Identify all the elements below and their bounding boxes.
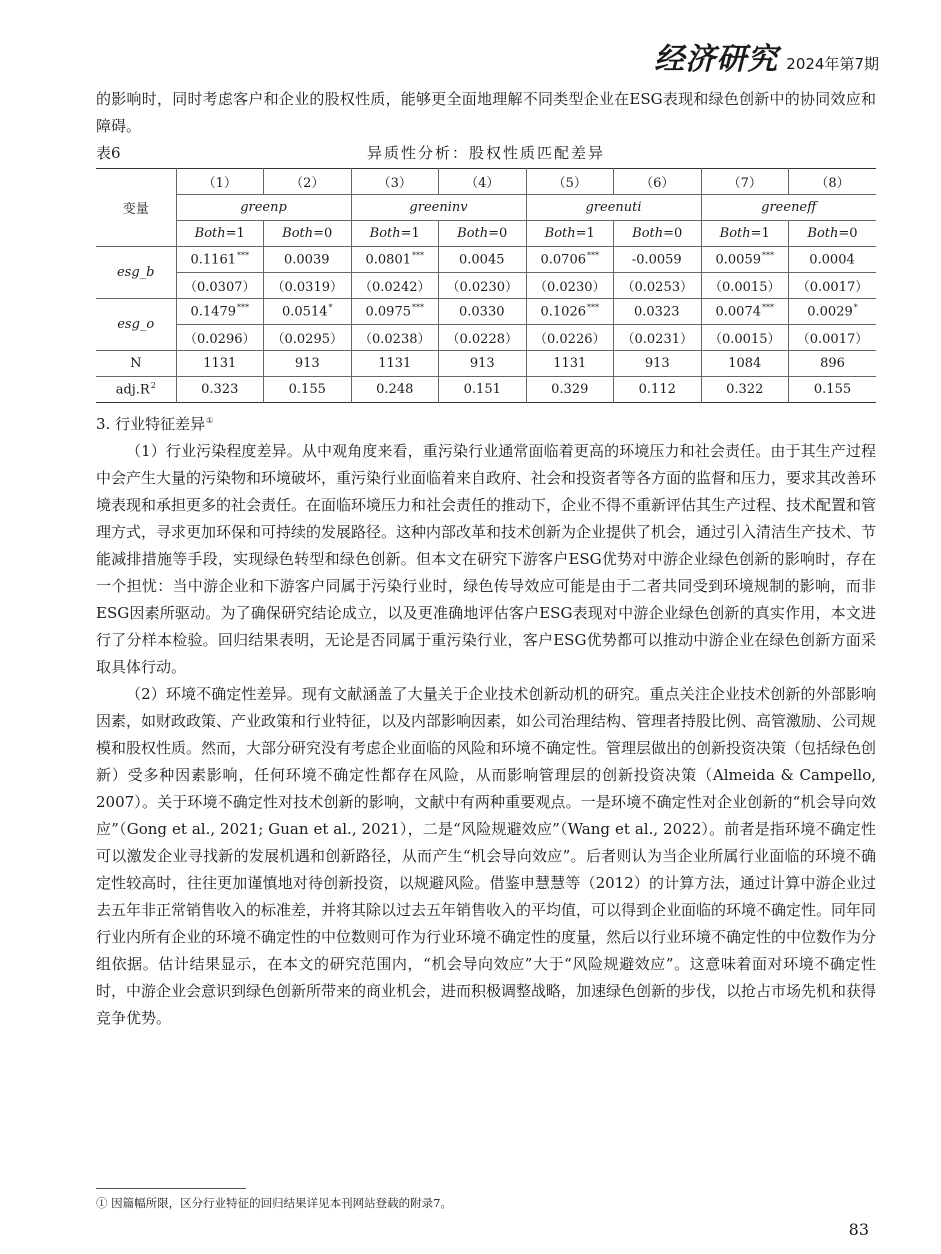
table-row-groups bbox=[96, 221, 876, 247]
coef-cell bbox=[264, 299, 352, 325]
paragraph-pollution: （1）行业污染程度差异。从中观角度来看，重污染行业通常面临着更高的环境压力和社会责任。由于其生产过程中会产生大量的污染物和环境破坏，重污染行业面临着来自政府、社会和投资者等各方面的监督和压力，要求其改善环境表现和承担更多的社会责任。在面临环境压力和社会责任的推动下，企业不得不重新评估其生产过程、技术配置和管理方式，寻求更加环保和可持续的发展路径。这种内部改革和技术创新为企业提供了机会，通过引入清洁生产技术、节能减排措施等手段，实现绿色转型和绿色创新。但本文在研究下游客户ESG优势对中游企业绿色创新的影响时，存在一个担忧：当中游企业和下游客户同属于污染行业时，绿色传导效应可能是由于二者共同受到环境规制的影响，而非ESG因素所驱动。为了确保研究结论成立，以及更准确地评估客户ESG表现对中游企业绿色创新的真实作用，本文进行了分样本检验。回归结果表明，无论是否同属于重污染行业，客户ESG优势都可以推动中游企业在绿色创新方面采取具体行动。 bbox=[96, 442, 877, 676]
table-title: 异质性分析：股权性质匹配差异 bbox=[366, 144, 605, 162]
coef-cell bbox=[176, 247, 264, 273]
r2-label bbox=[96, 377, 176, 403]
coef-value: 0.0330 bbox=[459, 304, 505, 320]
table-label: 表6 bbox=[96, 144, 121, 162]
col-number: （5） bbox=[526, 169, 614, 195]
col-number: （7） bbox=[701, 169, 789, 195]
table-row-coef bbox=[96, 247, 876, 273]
se-cell: （0.0015） bbox=[701, 273, 789, 299]
coef-cell bbox=[789, 247, 877, 273]
significance-stars: *** bbox=[762, 251, 774, 261]
coef-cell bbox=[614, 299, 702, 325]
col-number: （1） bbox=[176, 169, 264, 195]
group-name: Both bbox=[282, 226, 314, 241]
page-header bbox=[654, 34, 879, 78]
n-value: 913 bbox=[439, 351, 527, 377]
page-body bbox=[96, 86, 876, 1032]
coef-cell bbox=[351, 247, 439, 273]
paragraph-uncertainty: （2）环境不确定性差异。现有文献涵盖了大量关于企业技术创新动机的研究。重点关注企业技术创新的外部影响因素，如财政政策、产业政策和行业特征，以及内部影响因素，如公司治理结构、管理者持股比例、高管激励、公司规模和股权性质。然而，大部分研究没有考虑企业面临的风险和环境不确定性。管理层做出的创新投资决策（包括绿色创新）受多种因素影响，任何环境不确定性都存在风险，从而影响管理层的创新投资决策（Almeida & Campello, 2007）。关于环境不确定性对技术创新的影响，文献中有两种重要观点。一是环境不确定性对企业创新的“机会导向效应”（Gong et al., 2021; Guan et al., 2021），二是“风险规避效应”（Wang et al., 2022）。前者是指环境不确定性可以激发企业寻找新的发展机遇和创新路径，从而产生“机会导向效应”。后者则认为当企业所属行业面临的环境不确定性较高时，往往更加谨慎地对待创新投资，以规避风险。借鉴申慧慧等（2012）的计算方法，通过计算中游企业过去五年非正常销售收入的标准差，并将其除以过去五年销售收入的平均值，可以得到企业面临的环境不确定性。同年同行业内所有企业的环境不确定性的中位数则可作为行业环境不确定性的度量，然后以行业环境不确定性的中位数作为分组依据。估计结果显示，在本文的研究范围内，“机会导向效应”大于“风险规避效应”。这意味着面对环境不确定性时，中游企业会意识到绿色创新所带来的商业机会，进而积极调整战略，加速绿色创新的步伐，以抢占市场先机和获得竞争优势。 bbox=[96, 685, 877, 1027]
journal-logo: 经济研究 bbox=[654, 42, 779, 77]
col-number: （3） bbox=[351, 169, 439, 195]
footnote-text: ① 因篇幅所限，区分行业特征的回归结果详见本刊网站登载的附录7。 bbox=[96, 1196, 452, 1210]
coef-cell bbox=[176, 299, 264, 325]
se-cell: （0.0319） bbox=[264, 273, 352, 299]
significance-stars: *** bbox=[412, 303, 424, 313]
group-label bbox=[701, 221, 789, 247]
significance-stars: * bbox=[328, 303, 333, 313]
group-value: =1 bbox=[750, 226, 770, 241]
se-cell: （0.0230） bbox=[439, 273, 527, 299]
coef-cell bbox=[264, 247, 352, 273]
se-cell: （0.0238） bbox=[351, 325, 439, 351]
dep-var: greeninv bbox=[351, 195, 526, 221]
group-name: Both bbox=[457, 226, 489, 241]
group-value: =1 bbox=[225, 226, 245, 241]
se-cell: （0.0253） bbox=[614, 273, 702, 299]
section-title bbox=[96, 407, 876, 438]
coef-value: 0.0004 bbox=[809, 252, 855, 268]
r2-superscript: 2 bbox=[150, 381, 156, 391]
group-label bbox=[176, 221, 264, 247]
coef-value: 0.0801 bbox=[365, 252, 411, 268]
se-cell: （0.0295） bbox=[264, 325, 352, 351]
n-value: 1084 bbox=[701, 351, 789, 377]
significance-stars: *** bbox=[237, 303, 249, 313]
se-cell: （0.0307） bbox=[176, 273, 264, 299]
r2-value: 0.151 bbox=[439, 377, 527, 403]
significance-stars: * bbox=[853, 303, 858, 313]
significance-stars: *** bbox=[587, 303, 599, 313]
group-value: =0 bbox=[838, 226, 858, 241]
coef-value: 0.1161 bbox=[190, 252, 236, 268]
coef-value: 0.0323 bbox=[634, 304, 680, 320]
coef-value: 0.1479 bbox=[190, 304, 236, 320]
group-label bbox=[789, 221, 877, 247]
var-header: 变量 bbox=[96, 169, 176, 247]
r2-label-text: adj.R bbox=[115, 382, 150, 398]
table-row-coef bbox=[96, 299, 876, 325]
group-label bbox=[351, 221, 439, 247]
coef-cell bbox=[789, 299, 877, 325]
r2-value: 0.323 bbox=[176, 377, 264, 403]
row-variable: esg_o bbox=[96, 299, 176, 351]
significance-stars: *** bbox=[237, 251, 249, 261]
significance-stars: *** bbox=[587, 251, 599, 261]
footnote-divider bbox=[96, 1188, 246, 1189]
n-value: 1131 bbox=[176, 351, 264, 377]
coef-value: 0.0514 bbox=[282, 304, 328, 320]
coef-value: 0.0045 bbox=[459, 252, 505, 268]
se-cell: （0.0015） bbox=[701, 325, 789, 351]
col-number: （8） bbox=[789, 169, 877, 195]
group-value: =1 bbox=[400, 226, 420, 241]
group-name: Both bbox=[632, 226, 664, 241]
group-name: Both bbox=[807, 226, 839, 241]
coef-cell bbox=[526, 299, 614, 325]
se-cell: （0.0296） bbox=[176, 325, 264, 351]
row-variable: esg_b bbox=[96, 247, 176, 299]
intro-paragraph: 的影响时，同时考虑客户和企业的股权性质，能够更全面地理解不同类型企业在ESG表现和绿色创新中的协同效应和障碍。 bbox=[96, 90, 876, 135]
group-value: =0 bbox=[488, 226, 508, 241]
n-value: 1131 bbox=[351, 351, 439, 377]
regression-table bbox=[96, 168, 876, 403]
col-number: （4） bbox=[439, 169, 527, 195]
r2-value: 0.329 bbox=[526, 377, 614, 403]
coef-cell bbox=[351, 299, 439, 325]
coef-value: -0.0059 bbox=[631, 252, 682, 268]
group-label bbox=[264, 221, 352, 247]
group-value: =0 bbox=[313, 226, 333, 241]
coef-cell bbox=[439, 247, 527, 273]
table-row-se bbox=[96, 273, 876, 299]
coef-value: 0.0029 bbox=[807, 304, 853, 320]
coef-value: 0.0059 bbox=[715, 252, 761, 268]
col-number: （2） bbox=[264, 169, 352, 195]
dep-var: greenp bbox=[176, 195, 351, 221]
table-row-colnums bbox=[96, 169, 876, 195]
dep-var: greeneff bbox=[701, 195, 876, 221]
se-cell: （0.0230） bbox=[526, 273, 614, 299]
group-label bbox=[614, 221, 702, 247]
coef-value: 0.0074 bbox=[715, 304, 761, 320]
n-value: 913 bbox=[614, 351, 702, 377]
group-value: =0 bbox=[663, 226, 683, 241]
table-row-r2 bbox=[96, 377, 876, 403]
coef-cell bbox=[701, 247, 789, 273]
r2-value: 0.155 bbox=[264, 377, 352, 403]
n-value: 913 bbox=[264, 351, 352, 377]
issue-label: 2024年第7期 bbox=[786, 55, 879, 73]
significance-stars: *** bbox=[762, 303, 774, 313]
coef-value: 0.1026 bbox=[540, 304, 586, 320]
coef-value: 0.0975 bbox=[365, 304, 411, 320]
significance-stars: *** bbox=[412, 251, 424, 261]
se-cell: （0.0228） bbox=[439, 325, 527, 351]
group-value: =1 bbox=[575, 226, 595, 241]
coef-cell bbox=[526, 247, 614, 273]
dep-var: greenuti bbox=[526, 195, 701, 221]
group-name: Both bbox=[544, 226, 576, 241]
table-caption bbox=[96, 142, 876, 166]
se-cell: （0.0017） bbox=[789, 273, 877, 299]
section-title-text: 3. 行业特征差异 bbox=[96, 415, 206, 433]
group-label bbox=[439, 221, 527, 247]
n-value: 1131 bbox=[526, 351, 614, 377]
r2-value: 0.112 bbox=[614, 377, 702, 403]
group-name: Both bbox=[719, 226, 751, 241]
footnote-marker[interactable]: ① bbox=[206, 416, 214, 425]
group-name: Both bbox=[369, 226, 401, 241]
group-name: Both bbox=[194, 226, 226, 241]
se-cell: （0.0017） bbox=[789, 325, 877, 351]
n-label: N bbox=[96, 351, 176, 377]
table-row-depvars bbox=[96, 195, 876, 221]
r2-value: 0.155 bbox=[789, 377, 877, 403]
footnote-area bbox=[96, 1188, 876, 1211]
n-value: 896 bbox=[789, 351, 877, 377]
se-cell: （0.0231） bbox=[614, 325, 702, 351]
se-cell: （0.0242） bbox=[351, 273, 439, 299]
coef-cell bbox=[439, 299, 527, 325]
col-number: （6） bbox=[614, 169, 702, 195]
group-label bbox=[526, 221, 614, 247]
table-row-se bbox=[96, 325, 876, 351]
r2-value: 0.322 bbox=[701, 377, 789, 403]
r2-value: 0.248 bbox=[351, 377, 439, 403]
coef-value: 0.0706 bbox=[540, 252, 586, 268]
coef-cell bbox=[701, 299, 789, 325]
page-number: 83 bbox=[848, 1220, 869, 1239]
table-row-n bbox=[96, 351, 876, 377]
se-cell: （0.0226） bbox=[526, 325, 614, 351]
coef-cell bbox=[614, 247, 702, 273]
coef-value: 0.0039 bbox=[284, 252, 330, 268]
